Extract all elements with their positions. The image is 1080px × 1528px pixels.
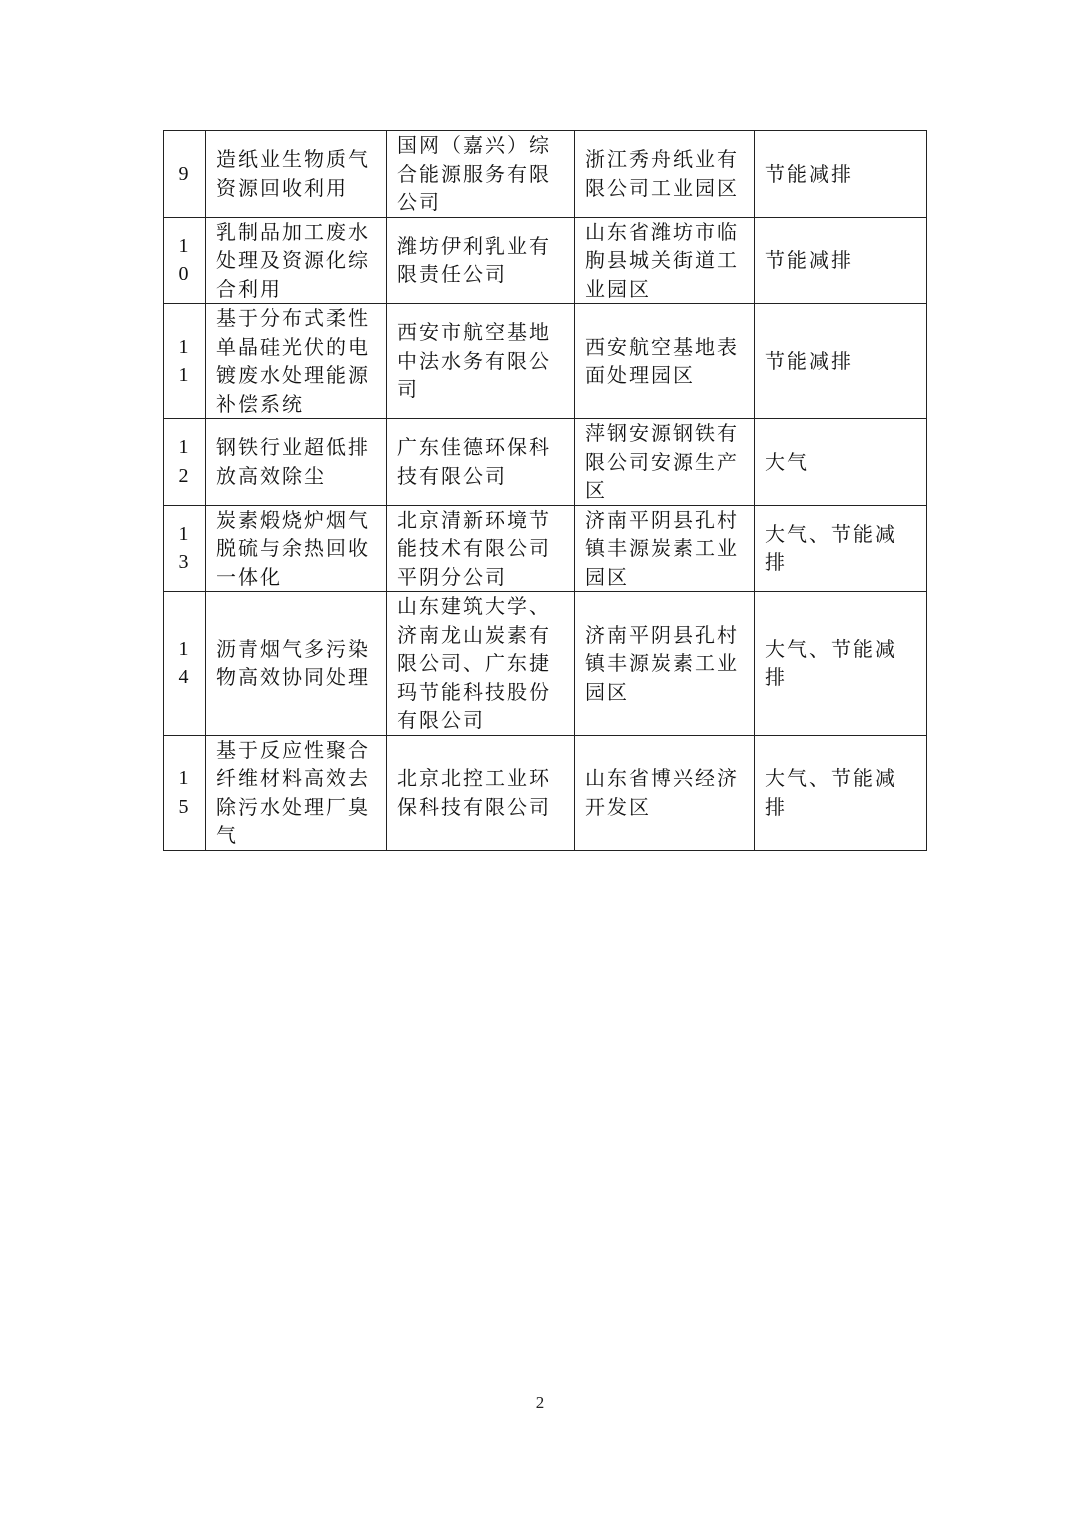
- company-cell: 北京北控工业环保科技有限公司: [387, 735, 575, 850]
- table-row: [164, 217, 927, 304]
- page-number: 2: [535, 1393, 545, 1412]
- project-name-cell: 沥青烟气多污染物高效协同处理: [206, 592, 387, 736]
- field-cell: 大气、节能减排: [755, 592, 927, 736]
- table-row: [164, 131, 927, 218]
- company-cell: 国网（嘉兴）综合能源服务有限公司: [387, 131, 575, 218]
- field-cell: 节能减排: [755, 131, 927, 218]
- field-cell: 节能减排: [755, 217, 927, 304]
- location-cell: 浙江秀舟纸业有限公司工业园区: [575, 131, 755, 218]
- project-name-cell: 造纸业生物质气资源回收利用: [206, 131, 387, 218]
- row-number: 15: [164, 735, 206, 850]
- company-cell: 西安市航空基地中法水务有限公司: [387, 304, 575, 419]
- row-number: 9: [164, 131, 206, 218]
- projects-table: [163, 130, 927, 851]
- project-name-cell: 基于反应性聚合纤维材料高效去除污水处理厂臭气: [206, 735, 387, 850]
- field-cell: 大气、节能减排: [755, 735, 927, 850]
- location-cell: 山东省潍坊市临朐县城关街道工业园区: [575, 217, 755, 304]
- row-number: 12: [164, 419, 206, 506]
- company-cell: 广东佳德环保科技有限公司: [387, 419, 575, 506]
- row-number: 13: [164, 505, 206, 592]
- row-number: 11: [164, 304, 206, 419]
- table-row: [164, 505, 927, 592]
- company-cell: 山东建筑大学、济南龙山炭素有限公司、广东捷玛节能科技股份有限公司: [387, 592, 575, 736]
- company-cell: 潍坊伊利乳业有限责任公司: [387, 217, 575, 304]
- project-name-cell: 基于分布式柔性单晶硅光伏的电镀废水处理能源补偿系统: [206, 304, 387, 419]
- table-row: [164, 419, 927, 506]
- field-cell: 节能减排: [755, 304, 927, 419]
- row-number: 10: [164, 217, 206, 304]
- location-cell: 山东省博兴经济开发区: [575, 735, 755, 850]
- project-name-cell: 炭素煅烧炉烟气脱硫与余热回收一体化: [206, 505, 387, 592]
- location-cell: 济南平阴县孔村镇丰源炭素工业园区: [575, 505, 755, 592]
- location-cell: 济南平阴县孔村镇丰源炭素工业园区: [575, 592, 755, 736]
- table-row: [164, 592, 927, 736]
- row-number: 14: [164, 592, 206, 736]
- table-row: [164, 304, 927, 419]
- project-name-cell: 钢铁行业超低排放高效除尘: [206, 419, 387, 506]
- field-cell: 大气、节能减排: [755, 505, 927, 592]
- location-cell: 西安航空基地表面处理园区: [575, 304, 755, 419]
- project-name-cell: 乳制品加工废水处理及资源化综合利用: [206, 217, 387, 304]
- location-cell: 萍钢安源钢铁有限公司安源生产区: [575, 419, 755, 506]
- field-cell: 大气: [755, 419, 927, 506]
- table-row: [164, 735, 927, 850]
- company-cell: 北京清新环境节能技术有限公司平阴分公司: [387, 505, 575, 592]
